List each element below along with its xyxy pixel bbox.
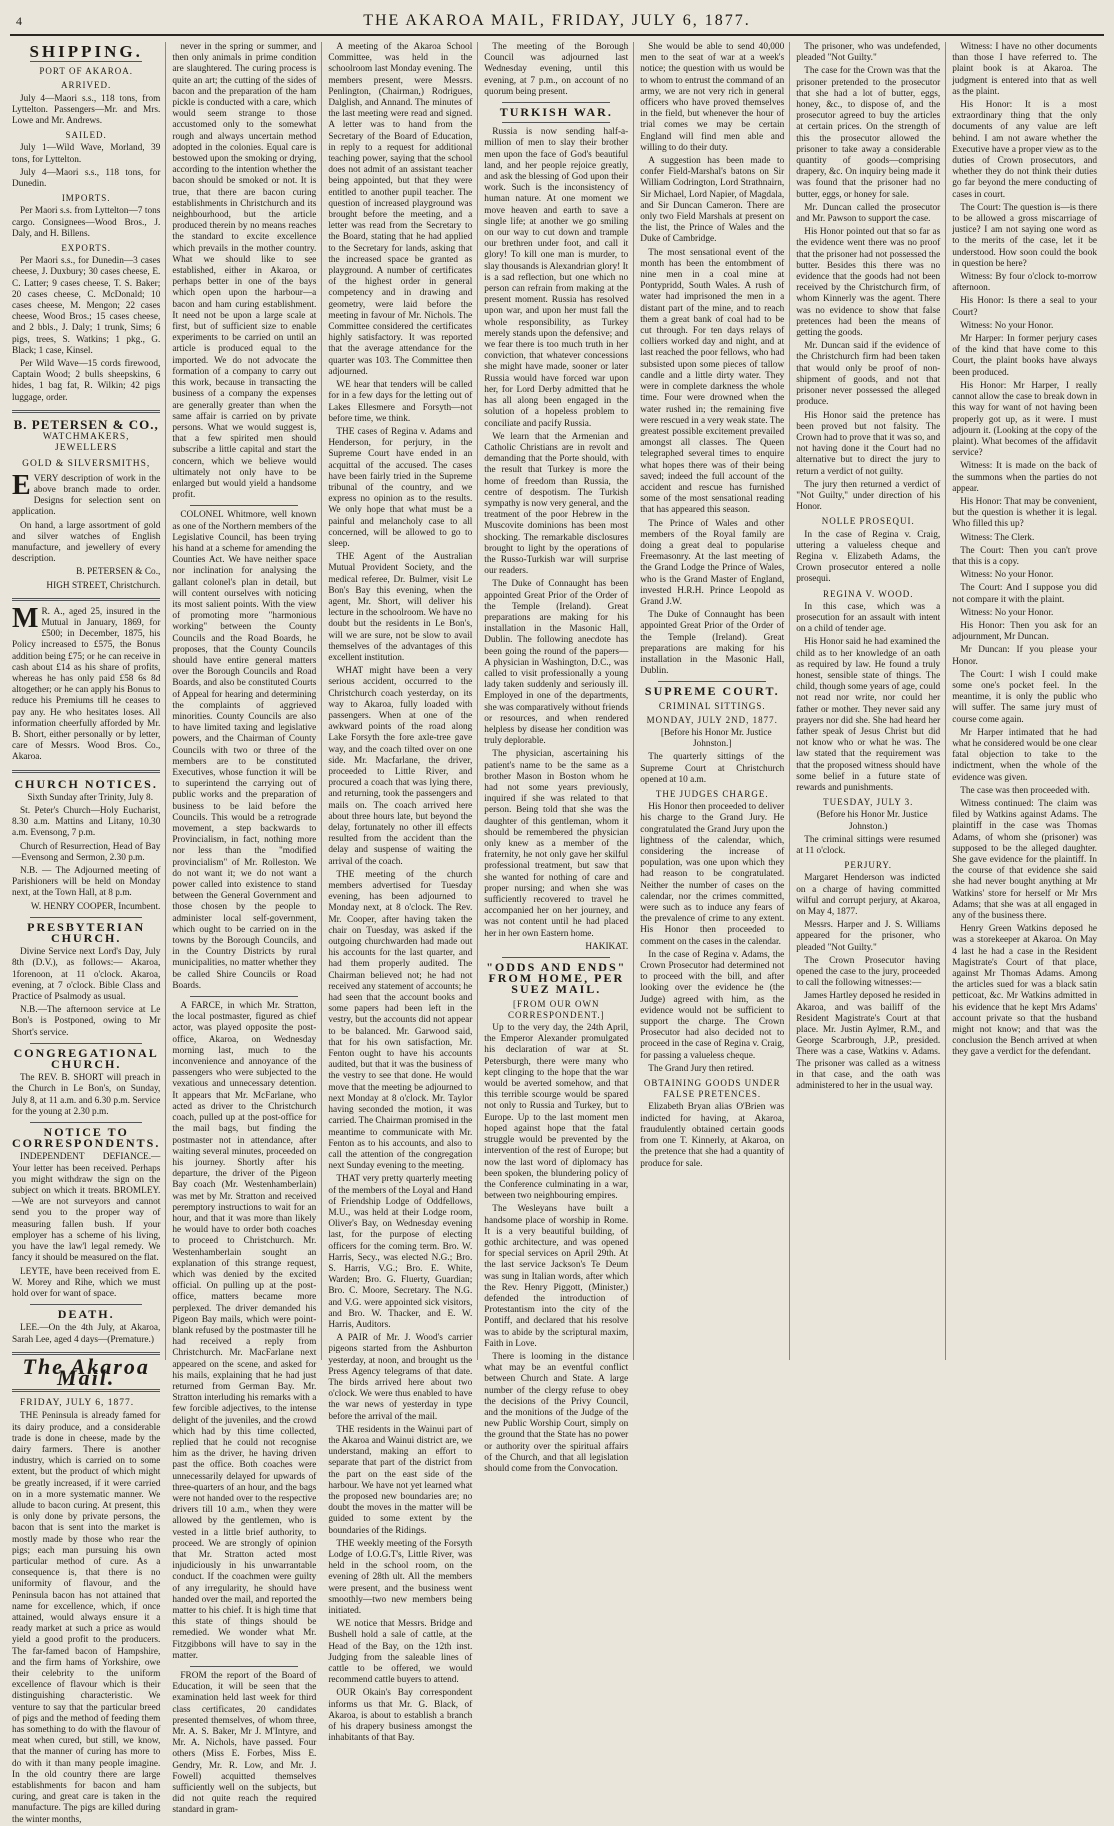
court-paragraph: His Honor: It is a most extraordinary thing that the only documents of any value are left behind. I am not aware whether the Executive have a proper view as to the duties of Crown prosecutors, and whether they do not think their duties go far beyond the mere conducting of cases in court.: [952, 100, 1098, 200]
church-notice: N.B. — The Adjourned meeting of Parishioners will be held on Monday next, at the Town Hall, at 8 p.m.: [12, 866, 161, 899]
column-5: [640, 42, 790, 1360]
court-paragraph: Elizabeth Bryan alias O'Brien was indicted for having, at Akaroa, fraudulently obtained certain goods from one T. Kinnerly, at Akaroa, on the pretence that she had a quantity of produce for sale.: [640, 1102, 785, 1169]
perjury-heading: PERJURY.: [844, 860, 893, 871]
exports-entry: Per Wild Wave—15 cords firewood, Captain Wood; 2 bulls sheepskins, 6 hides, 1 bag fat, R. Wilkin; 42 pigs luggage, order.: [12, 359, 161, 403]
advertisement-sign: B. PETERSEN & Co.,: [76, 567, 161, 578]
court-paragraph: Witness: No your Honor.: [960, 320, 1054, 331]
divider: [12, 598, 160, 601]
sitting-judge: (Before his Honor Mr. Justice Johnston.): [816, 810, 928, 832]
column-6: [796, 42, 946, 1360]
news-paragraph: The physician, ascertaining his patient's name to be the same as a brother Mason in Boston whom he had not some years previously, inquired if she was related to that person. Being told that she was the daughter of this gentleman, whom it should be remembered the physician only knew as a member of the fraternity, he not only gave her skilful professional treatment, but saw that she wanted for nothing of care and proper nursing; and when she was sufficiently recovered to travel he accompanied her on her journey, and was not content until he had placed her in her own Eastern home.: [484, 749, 629, 939]
court-paragraph: Witness: No your Honor.: [960, 607, 1054, 618]
news-paragraph: The meeting of the Borough Council was adjourned last Wednesday evening, until this evening, at 7 p.m., on account of no quorum being present.: [484, 42, 629, 97]
editorial-paragraph: FROM the report of the Board of Education, it will be seen that the examination held last week for third class certificates, 20 candidates presented themselves, of whom three, Mr. A. S. Baker, Mr J. M'Intyre, and Mr. A. Nichols, have passed. Four others (Miss E. Forbes, Miss E. Gendry, Mr. R. Low, and Mr. J. Fowell) acquitted themselves sufficiently well on the subjects, but did not quite reach the required standard in gram-: [172, 1671, 317, 1816]
church-notice: St. Peter's Church—Holy Eucharist, 8.30 a.m. Mattins and Litany, 10.30 a.m. Evensong, 7 p.m.: [12, 805, 161, 839]
imports-entry: Per Maori s.s. from Lyttelton—7 tons cargo. Consignees—Wood Bros., J. Daly, and H. Billens.: [12, 206, 161, 239]
church-notice: Church of Resurrection, Head of Bay—Evensong and Sermon, 2.30 p.m.: [12, 841, 161, 863]
mutual-advertisement: M R. A., aged 25, insured in the Mutual in January, 1869, for £500; in December, 1875, his Policy increased to £575, the Bonus addition being £75; or he can receive in cash about £14 as his share of profits, whereas he has only paid £58 6s 8d altogether; or he can apply his Bonus to reduce his Premiums till he ceases to pay any. He who hesitates loses. All information cheerfully afforded by Mr. B. Short, either personally or by letter, care of Messrs. Wood Bros. Co., Akaroa.: [12, 602, 161, 763]
divider: [30, 1043, 142, 1044]
court-paragraph: Witness: No your Honor.: [960, 570, 1054, 581]
sailed-entry: July 1—Wild Wave, Morland, 39 tons, for Lyttelton.: [12, 143, 161, 165]
news-paragraph: A suggestion has been made to confer Field-Marshal's batons on Sir William Codrington, Lord Strathnairn, Sir Michael, Lord Napier, of Magdala, and Sir Duncan Cameron. There are only two Field Marshals at present on the list, the Prince of Wales and the Duke of Cambridge.: [640, 156, 785, 245]
divider: [12, 410, 160, 413]
firm-name: B. PETERSEN & CO.,: [13, 416, 159, 432]
divider: [658, 681, 766, 682]
paper-nameplate: The Akaroa Mail.: [22, 1353, 150, 1390]
court-paragraph: The Court: Then you can't prove that this is a copy.: [952, 545, 1098, 567]
court-paragraph: Witness: By four o'clock to-morrow afternoon.: [952, 272, 1098, 294]
nolle-prosequi-heading: NOLLE PROSEQUI.: [821, 516, 915, 527]
court-paragraph: Witness: I have no other documents than those I have referred to. The plaint book is at Akaroa. The judgment is entered into that as well as the plaint.: [952, 42, 1098, 97]
presbyterian-notice: Divine Service next Lord's Day, July 8th (D.V.), as follows:— Akaroa, 1forenoon, at 11 o'clock. Akaroa, evening, at 7 o'clock. Bible Class and Practice of Psalmody as usual.: [12, 947, 161, 1003]
news-paragraph: THE meeting of the church members advertised for Tuesday evening, has been adjourned to Monday next, at 8 o'clock. The Rev. Mr. Cooper, after having taken the chair on Tuesday, was asked if the outgoing churchwarden had made out his accounts for the last quarter, and had them properly audited. The Chairman believed not; he had not received any statement of accounts; he had seen that the account books and some papers had been left in the vestry, but the accounts did not appear to be balanced. Mr. Garwood said, that for his own satisfaction, Mr. Fenton ought to have his accounts audited, but that it was the business of the vestry to see that done. He would move that the meeting be adjourned to next Monday at 8 o'clock. Mr. Taylor having seconded the motion, it was carried. The Chairman promised in the meantime to communicate with Mr. Fenton as to his accounts, and also to call the attention of the congregation next Sunday evening to the meeting.: [328, 869, 473, 1172]
court-paragraph: Witness: It is made on the back of the summons when the parties do not appear.: [952, 461, 1098, 494]
divider: [502, 102, 610, 103]
sitting-date: MONDAY, JULY 2ND, 1877.: [646, 714, 778, 725]
correspondents-notice: INDEPENDENT DEFIANCE.—Your letter has been received. Perhaps you might withdraw the sign on the subject on which it treats. BROMLEY.—We are not surveyors and cannot send you to the proper way of measuring fallen bush. If your employer has a scheme of his living, you have the law'l legal remedy. We fancy it should be measured on the flat.: [12, 1152, 161, 1264]
court-paragraph: His Honor: That may be convenient, but the question is whether it is legal. Who filled this up?: [952, 496, 1098, 530]
court-paragraph: The prisoner, who was undefended, pleaded "Not Guilty.": [796, 42, 941, 64]
editorial-dateline: FRIDAY, JULY 6, 1877.: [20, 1398, 135, 1409]
divider: [190, 505, 298, 506]
court-paragraph: Mr Duncan: If you please your Honor.: [952, 645, 1098, 667]
court-paragraph: His Honor: Is there a seal to your Court?: [952, 296, 1098, 318]
presbyterian-notice: N.B.—The afternoon service at Le Bon's is Postponed, owing to Mr Short's service.: [12, 1005, 161, 1038]
church-notices-heading: CHURCH NOTICES.: [14, 776, 158, 791]
news-paragraph: Up to the very day, the 24th April, the Emperor Alexander promulgated his declaration of war at St. Petersburgh, there were many who kept clinging to the hope that the war would be averted somehow, and that this terrible scourge would be spared not only to Russia and Turkey, but to Europe. Up to the last moment men hoped against hope that the fatal struggle would be prevented by the intervention of the rest of Europe; but now the last word of diplomacy has been spoken, the blundering policy of the Conference culminating in a war, between two neighbouring empires.: [484, 1023, 629, 1202]
news-paragraph: THE cases of Regina v. Adams and Henderson, for perjury, in the Supreme Court have ended in an acquittal of the accused. The cases have been fairly tried in the Supreme tribunal of the country, and we express no opinion as to the results. We only hope that what must be a painful and melancholy case to all concerned, will be allowed to go to sleep.: [328, 426, 473, 549]
court-paragraph: The Crown Prosecutor having opened the case to the jury, proceeded to call the following witnesses:—: [796, 955, 941, 989]
court-paragraph: His Honor then proceeded to deliver his charge to the Grand Jury. He congratulated the Grand Jury upon the lightness of the calendar, which, considering the increase of population, was one upon which they had reason to be congratulated. Neither the number of cases on the calendar, nor the crimes committed, were such as to induce any fears of the prevalence of crime to any extent. His Honor then proceeded to comment on the cases in the calendar.: [640, 802, 785, 947]
editorial-paragraph: never in the spring or summer, and then only animals in prime condition are slaughtered. The curing process is quite an art; the cutting of the sides of bacon and the preparation of the ham pickle is conducted with a care, which would seem strange to those accustomed only to the somewhat rough and always uncertain method adopted in the colonies. Equal care is bestowed upon the smoking or drying, according to the intention whether the bacon should be smoked or not. It is true, that there are bacon curing establishments in Christchurch and its neighbourhood, but the article produced therein by no means reaches the standard to excite excellence which prevails in the mother country. What we should like to see established, either in Akaroa, or perhaps better in one of the bays which open upon the harbour—a bacon and ham curing establishment. It need not be upon a large scale at first, but of sufficient size to enable experiments to be carried on until an article is produced equal to the imported. We do not advocate the formation of a company to carry out this work, because in transacting the business of a company the expenses are generally greater than when the same affair is carried on by private persons. What we would suggest is, that a few spirited men should subscribe a little capital and start the concern, which we believe would ultimately not only have to be enlarged but would yield a handsome profit.: [172, 42, 317, 501]
correspondent-subheading: [FROM OUR OWN CORRESPONDENT.]: [507, 998, 605, 1020]
editorial-paragraph: THE Peninsula is already famed for its dairy produce, and a considerable trade is done in cheese, made by the dairy farmers. There is another industry, which is carried on to some extent, but the product of which might be greatly increased, if it were carried on in a more systematic manner. We allude to bacon curing. At present, this is only done by private persons, the bacon that is sent into the market is mostly made by those who rear the pigs; each man pursuing his own particular method of cure. As a consequence is, that there is no uniformity of flavour, and the Peninsula bacon has not attained that name for excellence, which, if once attained, would always ensure it a ready market at such a price as would yield a good profit to the producers. The far-famed bacon of Hampshire, and the firm hams of Yorkshire, owe their celebrity to the uniform excellence of flavour which is their distinguishing characteristic. We venture to say that the particular breed of pigs and the method of feeding them has something to do with the flavour of meat when cured, but still, we know, that the manner of curing has more to do with it than many people imagine. In the old country there are large establishments for bacon and ham curing, and great care is taken in the manufacture. The pigs are killed during the winter months,: [12, 1411, 161, 1825]
court-paragraph: In the case of Regina v. Craig, uttering a valueless cheque and Regina v. Elizabeth Adams, the Crown prosecutor entered a nolle prosequi.: [796, 529, 941, 585]
imports-heading: IMPORTS.: [61, 193, 111, 204]
news-paragraph: The Wesleyans have built a handsome place of worship in Rome. It is a very beautiful building, of gothic architecture, and was opened for special services on April 29th. At the last service Jackson's Te Deum was sung in Italian words, after which the Rev. Henry Piggott, (Minister,) defended the introduction of Protestantism into the city of the Pontiff, and declared that his resolve was to abide by the scriptural maxim, Faith in Love.: [484, 1204, 629, 1349]
drop-cap: E: [12, 469, 31, 501]
court-paragraph: In the case of Regina v. Adams, the Crown Prosecutor had determined not to proceed with the bill, and after looking over the evidence he (the Judge) agreed with him, as the evidence would not be sufficient to support the charge. The Crown Prosecutor had also decided not to proceed in the case of Regina v. Craig, for passing a valueless cheque.: [640, 949, 785, 1061]
court-paragraph: Henry Green Watkins deposed he was a storekeeper at Akaroa. On May 4 last he had a case in the Resident Magistrate's Court of that place, against Mr Thomas Adams. Among the articles sued for was a black satin petticoat, &c. Mr Watkins admitted in his evidence that he kept Mrs Adams' account private so that the husband might not know; and that was the conclusion the Bench arrived at when they gave a verdict for the defendant.: [952, 924, 1098, 1058]
news-paragraph: WE notice that Messrs. Bridge and Bushell hold a sale of cattle, at the Head of the Bay, on the 12th inst. Judging from the saleable lines of cattle to be offered, we would recommend cattle buyers to attend.: [328, 1619, 473, 1686]
firm-trade: WATCHMAKERS, JEWELLERS: [42, 432, 130, 454]
arrived-heading: ARRIVED.: [61, 80, 112, 91]
divider: [190, 996, 298, 997]
divider: [30, 917, 142, 918]
court-paragraph: His Honor pointed out that so far as the evidence went there was no proof that the prisoner had not possessed the butter. Besides this there was no evidence that the goods had not been received by the Christchurch firm, of whom Kinnerly was the agent. There was no evidence to show that false pretences had been the means of getting the goods.: [796, 227, 941, 339]
news-paragraph: The most sensational event of the month has been the entombment of nine men in a coal mine at Pontypridd, South Wales. A rush of water had imprisoned the men in a distant part of the mine, and to reach them a great bank of coal had to be cut through. For ten days relays of colliers worked day and night, and at last reached the poor fellows, who had subsisted upon some pieces of tallow candle and a little dirty water. They were in complete darkness the whole time. Four were drowned when the water rushed in; the remaining five were rescued in a very weak state. The greatest possible excitement prevailed amongst all classes. The Queen telegraphed several times to enquire what hopes there was of their being saved; indeed the full account of the accident and rescue has furnished some of the most sensational reading that has appeared this season.: [640, 247, 785, 516]
court-paragraph: Mr Harper: In former perjury cases of the kind that have come to this Court, the plaint books have always been produced.: [952, 334, 1098, 378]
columns: [12, 42, 1102, 1825]
masthead-title: THE AKAROA MAIL, FRIDAY, JULY 6, 1877.: [363, 12, 751, 29]
news-paragraph: Russia is now sending half-a-million of men to slay their brother men upon the face of God's beautiful land, and her people rejoice greatly, and ask the blessing of God upon their work. Such is the inconsistency of human nature. At one moment we move heaven and earth to save a single life; at another we go smiling on our way to cut down and trample our brethren under foot, and call it glory! To kill one man is murder, to slay thousands is Alexandrian glory! It is a sad reflection, but one which no person can refrain from making at the present moment. Russia has resolved upon war, and upon her must fall the whole responsibility, as Turkey merely stands upon the defensive; and we fear there is too much truth in her conviction, that whatever concessions she might have made, sooner or later Russia would have forced war upon her, for Lord Derby admitted that he has all along been engaged in the solution of a hopeless problem to conciliate and pacify Russia.: [484, 127, 629, 429]
news-paragraph: There is looming in the distance what may be an eventful conflict between Church and State. A large number of the clergy refuse to obey the decisions of the Privy Council, and the monitions of the Judge of the new Public Worship Court, simply on the ground that the State has no power or authority over the spiritual affairs of the Church, and that all legislation should come from the Convocation.: [484, 1351, 629, 1474]
presbyterian-heading: PRESBYTERIAN CHURCH.: [27, 919, 146, 946]
court-paragraph: In this case, which was a prosecution for an assault with intent on a child of tender age.: [796, 601, 941, 635]
drop-cap: M: [12, 602, 39, 634]
court-paragraph: The quarterly sittings of the Supreme Court at Christchurch opened at 10 a.m.: [640, 752, 785, 785]
court-paragraph: His Honor: Then you ask for an adjournment, Mr Duncan.: [952, 620, 1098, 643]
divider: [30, 61, 142, 62]
masthead: [10, 6, 1104, 36]
advertisement-address: HIGH STREET, Christchurch.: [46, 580, 161, 591]
court-paragraph: Witness continued: The claim was filed by Watkins against Adams. The plaintiff in the case was Thomas Adams, of whom she (prisoner) was supposed to be the alleged daughter. She gave evidence for the plaintiff. In the course of that evidence she said she had never bought anything at Mr Watkins' store for herself or Mr Mrs Adams; that she was at all engaged in any of the business there.: [952, 799, 1098, 922]
court-paragraph: The case for the Crown was that the prisoner pretended to the prosecutor that she had a lot of butter, eggs, honey, &c., to dispose of, and the prosecutor agreed to buy the articles at certain prices. On the strength of this the prosecutor allowed the prisoner to take away a considerable quantity of goods—comprising drapery, &c. On inquiry being made it was found that the prisoner had no butter, eggs, or honey for sale.: [796, 66, 941, 200]
editorial-paragraph: A FARCE, in which Mr. Stratton, the local postmaster, figured as chief actor, was played opposite the post-office, Akaroa, on Wednesday morning last, much to the inconvenience and annoyance of the passengers who were subjected to the vexatious and unnecessary detention. It appears that Mr. McFarlane, who acted as driver to the Christchurch coach, pulled up at the post-office for the mail bags, but finding the postmaster not in attendance, after waiting several minutes, proceeded on his journey. Shortly after his departure, the driver of the Pigeon Bay coach (Mr. Westenhamberlain) was met by Mr. Stratton and received peremptory instructions to wait for an hour, and that it was more than likely he would have to order both coaches to proceed to Christchurch. Mr. Westenhamberlain sought an explanation of this strange request, which was denied by the excited official. On pulling up at the post-office, matters became more perplexed. The driver demanded his Pigeon Bay mails, which were point-blank refused by the postmaster till he had received a reply from Christchurch. Mr. MacFarlane next appeared on the scene, and asked for his mails, explaining that he had just returned from German Bay. Mr. Stratton interluding his remarks with a few forcible adjectives, to the intense delight of the juveniles, and the crowd which had by this time collected, replied that he could not recognise him as the driver, he having driven past the office. Both coaches were unnecessarily delayed for upwards of three-quarters of an hour, and the bags were not handed over to the respective drivers till 10 a.m., when they were allowed by the gentlemen, who is vested in a little brief authority, to proceed. We are strongly of opinion that Mr. Stratton acted most injudiciously in his unwarrantable conduct. If the coachmen were guilty of any irregularity, he should have handed over the mail, and reported the matter to his chief. It is high time that this state of things should be remedied. We wonder what Mr. Fitzgibbons will have to say in the matter.: [172, 1001, 317, 1661]
court-paragraph: The Court: The question is—is there to be allowed a gross miscarriage of justice? I am not saying one word as to the merits of the case, let it be understood. How soon could the book in question be here?: [952, 202, 1098, 269]
news-paragraph: The Duke of Connaught has been appointed Great Prior of the Order of the Temple (Ireland). Great preparations are making for his installation in the Masonic Hall, Dublin. The following anecdote has been going the round of the papers—A physician in Washington, D.C., was called to visit professionally a young lady taken suddenly and seriously ill. Employed in one of the departments, she was comparatively without friends or resources, and when rendered helpless by disease her condition was truly deplorable.: [484, 579, 629, 747]
congregational-notice: The REV. B. SHORT will preach in the Church in Le Bon's, on Sunday, July 8, at 11 a.m. and 6.30 p.m. Service for the young at 2.30 p.m.: [12, 1073, 161, 1117]
advertisement-text: On hand, a large assortment of gold and silver watches of English manufacture, and jewellery of every description.: [12, 520, 161, 565]
court-paragraph: James Hartley deposed he resided in Akaroa, and was bailiff of the Resident Magistrate's Court at that place. Mr. Justin Aylmer, R.M., and George Scarbrough, J.P., presided. There was a case, Watkins v. Adams. The prisoner was called as a witness in that case, and the oath was administered to her in the usual way.: [796, 991, 941, 1092]
column-4: [484, 42, 634, 1474]
divider: [502, 122, 610, 123]
court-paragraph: Mr. Duncan called the prosecutor and Mr. Pawson to support the case.: [796, 202, 941, 225]
criminal-sittings-heading: CRIMINAL SITTINGS.: [658, 700, 766, 711]
shipping-heading: SHIPPING.: [29, 42, 143, 61]
news-paragraph: We learn that the Armenian and Catholic Christians are in revolt and demanding that the Porte should, with the result that Turkey is more the home of freedom than Russia, the centre of despotism. The Turkish sympathy is now very general, and the treatment of the poor Hebrew in the Muscovite dominions has been most shocking. The remarkable disclosures brought to light by the operations of the Russo-Turkish war will surprise our readers.: [484, 431, 629, 577]
odds-and-ends-heading: "ODDS AND ENDS" FROM HOME, PER SUEZ MAIL.: [486, 960, 627, 997]
court-paragraph: Witness: The Clerk.: [960, 532, 1035, 543]
court-paragraph: His Honor said he had examined the child as to her knowledge of an oath as required by law. He found a truly honest, sensible state of things. The child, though some years of age, could not read nor write, nor could her father or mother. They never said any prayers nor did she. She had heard her father speak of Jesus Christ but did not know who or what he was. The law stated that the requirement was that the proposed witness should have some belief in a future state of rewards and punishments.: [796, 637, 941, 793]
news-paragraph: The Duke of Connaught has been appointed Great Prior of the Order of the Temple (Ireland). Great preparations are making for his installation in the Masonic Hall, Dublin.: [640, 610, 785, 677]
court-paragraph: Messrs. Harper and J. S. Williams appeared for the prisoner, who pleaded "Not Guilty.": [796, 920, 941, 953]
news-paragraph: WE hear that tenders will be called for in a few days for the letting out of Lakes Ellesmere and Forsyth—not before time, we think.: [328, 380, 473, 424]
court-paragraph: Mr Harper intimated that he had what he considered would be one clear fatal objection to take to the indictment, when the whole of the evidence was given.: [952, 727, 1098, 783]
news-paragraph: WHAT might have been a very serious accident, occurred to the Christchurch coach yesterday, on its way to Akaroa, fully loaded with passengers. When at one of the awkward points of the road along Lake Forsyth the fore axle-tree gave way, and the coach tilted over on one side. Mr. Macfarlane, the driver, proceeded to Little River, and procured a coach that was lying there, and returning, took the passengers and mails on. The coach arrived here about three hours late, but beyond the delay, fortunately no other ill effects resulted from the accident than the delay and suspense of waiting the arrival of the coach.: [328, 666, 473, 867]
divider: [12, 770, 160, 773]
court-paragraph: Margaret Henderson was indicted on a charge of having committed wilful and corrupt perjury, at Akaroa, on May 4, 1877.: [796, 873, 941, 918]
death-heading: DEATH.: [57, 1307, 115, 1322]
turkish-war-heading: TURKISH WAR.: [499, 105, 613, 120]
judges-charge-heading: THE JUDGES CHARGE.: [655, 789, 769, 799]
news-paragraph: THE weekly meeting of the Forsyth Lodge of I.O.G.T's, Little River, was held in the school room, on the evening of 28th ult. All the members were present, and the business went smoothly—two new members being initiated.: [328, 1538, 473, 1617]
column-1: [12, 42, 166, 1825]
news-paragraph: A meeting of the Akaroa School Committee, was held in the schoolroom last Monday evening. The members present, were Messrs. Penlington, (Chairman,) Rodrigues, Dalglish, and Annand. The minutes of the last meeting were read and signed. A letter was to hand from the Secretary of the Board of Education, in reply to a request for additional teaching power, saying that the school does not admit of an assistant teacher being appointed, but that they were entitled to another pupil teacher. The question of increased playground was brought before the meeting, and a letter was read from the Secretary to the Board, stating that he had applied to the Secretary for lands, asking that the increased space be granted as playground. A number of certificates of the highest order in general competency and in drawing and geometry, were laid before the meeting in favour of Mr. Nichols. The Committee considered the certificates highly satisfactory. It was reported that the average attendance for the quarter was 103. The Committee then adjourned.: [328, 42, 473, 377]
exports-entry: Per Maori s.s., for Dunedin—3 cases cheese, J. Duxbury; 30 cases cheese, E. C. Latter; 9 cases cheese, T. S. Baker; 20 cases cheese, C. McDonald; 10 cases cheese, M. Mengon; 22 cases cheese, Wood Bros.; 15 cases cheese, and 2 bbls., J. Daly; 1 trunk, Sims; 6 pigs, trees, S. Watkins; 1 pkg., G. Black; 1 case, Kinsel.: [12, 256, 161, 356]
correspondents-heading: NOTICE TO CORRESPONDENTS.: [12, 1125, 161, 1151]
church-notice: Sixth Sunday after Trinity, July 8.: [27, 792, 154, 803]
news-paragraph: THAT very pretty quarterly meeting of the members of the Loyal and Hand of Friendship Lodge of Oddfellows, M.U., was held at their Lodge room, Oliver's Bay, on Wednesday evening last, for the purpose of electing officers for the coming term. Bro. W. Harris, Secy., was elected N.G.; Bro. S. Harris, V.G.; Bro. E. White, Warden; Bro. G. Fluerty, Guardian; Bro. C. Moore, Secretary. The N.G. and V.G. were appointed sick visitors, and Bro. W. Thacker, and E. W. Harris, Auditors.: [328, 1174, 473, 1330]
news-paragraph: THE residents in the Wainui part of the Akaroa and Wainui district are, we understand, making an effort to separate that part of the district from the part on the east side of the harbour. We have not yet learned what the proposed new boundaries are; no doubt the moves in the matter will be guided to some extent by the boundaries of the Ridings.: [328, 1424, 473, 1536]
death-notice: LEE.—On the 4th July, at Akaroa, Sarah Lee, aged 4 days—(Premature.): [12, 1323, 161, 1345]
news-paragraph: The Prince of Wales and other members of the Royal family are doing a great deal to popularise Freemasonry. At the last meeting of the Grand Lodge the Prince of Wales, who is the Grand Master of England, invested H.R.H. Prince Leopold as Grand J.W.: [640, 518, 785, 607]
divider: [30, 1122, 142, 1123]
court-paragraph: His Honor: Mr Harper, I really cannot allow the case to break down in this way for want of not having been properly got up, as it were. I must adjourn it. (Looking at the copy of the plaint). What becomes of the affidavit service?: [952, 380, 1098, 459]
court-paragraph: Mr. Duncan said if the evidence of the Christchurch firm had been taken that would only be proof of non-shipment of goods, and not that prisoner never possessed the alleged produce.: [796, 341, 941, 408]
correspondents-notice: LEYTE, have been received from E. W. Morey and Rihe, which we must hold over for want of space.: [12, 1266, 161, 1299]
divider: [502, 957, 610, 958]
sitting-date: TUESDAY, JULY 3.: [823, 797, 914, 808]
page-number: 4: [16, 14, 23, 28]
column-2: [172, 42, 322, 1816]
court-paragraph: The Court: And I suppose you did not compare it with the plaint.: [952, 583, 1098, 605]
court-paragraph: The Grand Jury then retired.: [648, 1063, 754, 1074]
exports-heading: EXPORTS.: [61, 243, 112, 254]
court-paragraph: The Court: I wish I could make some one's pocket feel. In the meantime, it is only the public who will suffer. The same jury must of course come again.: [952, 669, 1098, 725]
news-paragraph: THE Agent of the Australian Mutual Provident Society, and the medical referee, Dr. Bulmer, visit Le Bon's Bay this evening, when the agent, Mr. Short, will deliver his lecture in the schoolroom. We have no doubt but the residents in Le Bon's, will we are sure, not be slow to avail themselves of the advantages of this excellent institution.: [328, 552, 473, 663]
news-paragraph: She would be able to send 40,000 men to the seat of war at a week's notice; the question with us would be to whom to entrust the command of an army, we are not very rich in general officers who have proved themselves in the field, but whenever the hour of trial comes we may be certain England will find men able and willing to do their duty.: [640, 42, 785, 153]
divider: [190, 1666, 298, 1667]
hakikat-signature: HAKIKAT.: [585, 941, 629, 952]
news-paragraph: A PAIR of Mr. J. Wood's carrier pigeons started from the Ashburton yesterday, at noon, and brought us the Press Agency telegrams of that date. The birds arrived here about two o'clock. We were thus enabled to have the war news of yesterday in type before the arrival of the mail.: [328, 1333, 473, 1422]
news-paragraph: OUR Okain's Bay correspondent informs us that Mr. G. Black, of Akaroa, is about to establish a branch of his drapery business amongst the inhabitants of that Bay.: [328, 1688, 473, 1744]
sailed-entry: July 4—Maori s.s., 118 tons, for Dunedin.: [12, 167, 161, 190]
column-3: [328, 42, 478, 1744]
advertisement-text: EVERY description of work in the above branch made to order. Designs for selection sent on application.: [12, 469, 161, 518]
sailed-heading: SAILED.: [65, 130, 107, 141]
court-paragraph: The case was then proceeded with.: [960, 785, 1090, 796]
firm-trade: GOLD & SILVERSMITHS,: [22, 458, 151, 469]
sitting-judge: [Before his Honor Mr. Justice Johnston.]: [660, 727, 772, 750]
court-paragraph: The jury then returned a verdict of "Not Guilty," under direction of his Honor.: [796, 479, 941, 513]
congregational-heading: CONGREGATIONAL CHURCH.: [13, 1045, 159, 1072]
column-7: [952, 42, 1102, 1360]
court-paragraph: The criminal sittings were resumed at 11 o'clock.: [796, 834, 941, 857]
court-paragraph: His Honor said the pretence has been proved but not falsity. The Crown had to prove that it was so, and not having done it the Court had no alternative but to direct the jury to return a verdict of not guilty.: [796, 410, 941, 477]
port-heading: PORT OF AKAROA.: [39, 66, 133, 77]
supreme-court-heading: SUPREME COURT.: [644, 684, 780, 699]
editorial-paragraph: COLONEL Whitmore, well known as one of the Northern members of the Legislative Council, has been trying his hand at a scheme for amending the Counties Act. We have neither space nor inclination for analysing the gallant colonel's plan in detail, but will content ourselves with noticing its most salient points. With the view of promoting more "harmonious working" between the County Councils and the Road Boards, he proposes, that the County Councils should have entire general matters over the Borough Councils and Road Boards, and also be constituted Courts of Appeal for hearing and determining the complaints of aggrieved minorities. County Councils are also to have limited taxing and legislative powers, and the Chairman of County Councils with two or three of the members are to be constituted Executives, whose function it will be to superintend the carrying out of public works and the preparation of business to be laid before the Councils. This would be a retrograde movement, a step backwards to Provincialism, in fact, nothing more nor less than the "modified provincialism" of Mr. Rolleston. We do not want it; we do not want a power called into existence to stand between the General Government and those chosen by the people to administer local self-government, which ought to be carried on in the towns by the Borough Councils, and in the Country Districts by rural municipalities, no matter whether they be called Shire Councils or Road Boards.: [172, 510, 317, 991]
divider: [30, 1304, 142, 1305]
false-pretences-heading: OBTAINING GOODS UNDER FALSE PRETENCES.: [643, 1078, 781, 1100]
church-signature: W. HENRY COOPER, Incumbent.: [30, 901, 161, 912]
regina-wood-heading: REGINA V. WOOD.: [822, 588, 914, 599]
arrived-entry: July 4—Maori s.s., 118 tons, from Lyttelton. Passengers—Mr. and Mrs. Lowe and Mr. Andrews.: [12, 93, 161, 127]
